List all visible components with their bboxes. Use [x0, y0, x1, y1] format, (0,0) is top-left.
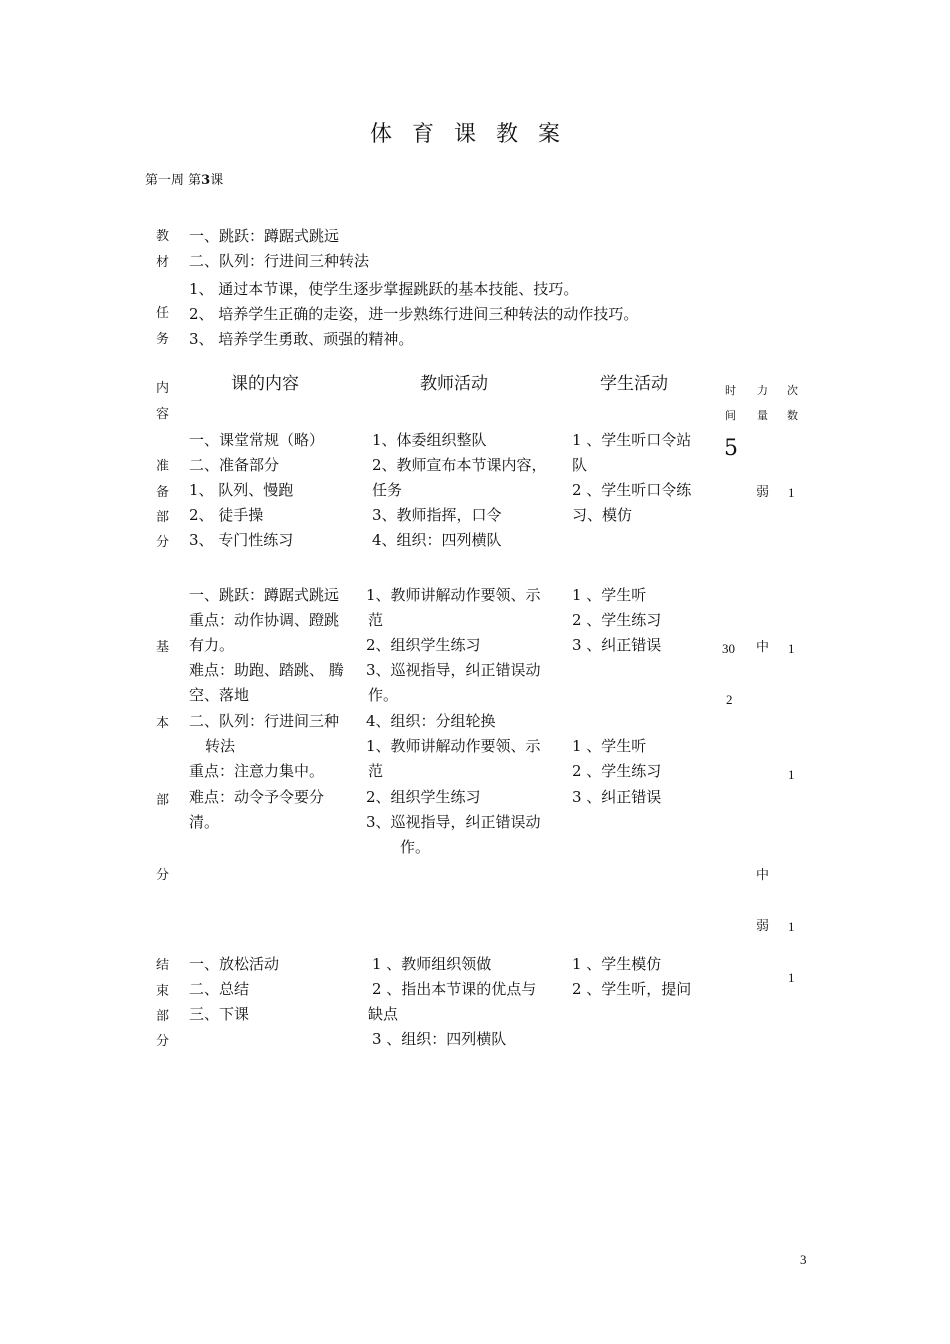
basic-student-b: 2 、学生练习: [572, 762, 662, 780]
end-count: 1: [788, 970, 795, 985]
renwu-item: 2、 培养学生正确的走姿，进一步熟练行进间三种转法的动作技巧。: [189, 305, 639, 323]
basic-teacher: 3、巡视指导，纠正错误动: [366, 813, 541, 831]
jiaocai-label-2: 材: [156, 255, 170, 270]
prep-student: 2 、学生听口令练: [572, 481, 692, 499]
col-teacher-header: 教师活动: [420, 374, 488, 394]
prep-teacher: 3、教师指挥，口令: [372, 506, 502, 524]
end-student: 2 、学生听，提问: [572, 980, 692, 998]
end-content: 三、下课: [189, 1005, 250, 1023]
basic-intensity-c: 弱: [756, 919, 770, 934]
header-info: [145, 174, 223, 187]
prep-teacher: 1、体委组织整队: [372, 431, 487, 449]
basic-time-b: 2: [726, 692, 733, 707]
basic-student-a: 3 、纠正错误: [572, 636, 662, 654]
basic-content: 空、落地: [189, 686, 250, 704]
col-neirong-2: 容: [156, 407, 170, 422]
basic-student-a: 1 、学生听: [572, 586, 647, 604]
end-label: 分: [156, 1034, 170, 1049]
prep-label: 备: [156, 485, 170, 500]
prep-student: 1 、学生听口令站: [572, 431, 692, 449]
basic-time-a: 30: [722, 641, 735, 656]
renwu-label-2: 务: [156, 332, 170, 347]
prep-label: 准: [156, 459, 170, 474]
end-teacher: 2 、指出本节课的优点与: [372, 980, 537, 998]
prep-content: 一、课堂常规（略）: [189, 431, 325, 449]
col-intensity-2: 量: [757, 409, 768, 422]
basic-intensity-b: 中: [756, 868, 770, 883]
basic-student-b: 1 、学生听: [572, 737, 647, 755]
page-title: 体育课教案: [369, 122, 580, 147]
jiaocai-item: 一、跳跃：蹲踞式跳远: [189, 227, 340, 245]
prep-student: 习、模仿: [572, 506, 633, 524]
basic-teacher: 1、教师讲解动作要领、示: [366, 586, 541, 604]
basic-label: 分: [156, 868, 170, 883]
end-label: 束: [156, 984, 170, 999]
basic-teacher: 范: [368, 611, 384, 629]
end-content: 二、总结: [189, 980, 250, 998]
col-content-header: 课的内容: [231, 374, 299, 394]
jiaocai-item: 二、队列：行进间三种转法: [189, 252, 370, 270]
prep-count: 1: [788, 485, 795, 500]
prep-content: 3、 专门性练习: [189, 531, 294, 549]
basic-content: 二、队列：行进间三种: [189, 712, 340, 730]
prep-content: 2、 徒手操: [189, 506, 264, 524]
end-teacher: 缺点: [368, 1005, 399, 1023]
jiaocai-label-1: 教: [156, 229, 170, 244]
basic-count-c: 1: [788, 919, 795, 934]
basic-teacher: 2、组织学生练习: [366, 788, 481, 806]
basic-label: 部: [156, 793, 170, 808]
prep-label: 分: [156, 535, 170, 550]
renwu-item: 3、 培养学生勇敢、顽强的精神。: [189, 330, 414, 348]
basic-student-b: 3 、纠正错误: [572, 788, 662, 806]
col-count-1: 次: [787, 384, 798, 397]
prep-content: 1、 队列、慢跑: [189, 481, 294, 499]
basic-label: 基: [156, 640, 170, 655]
prep-teacher: 2、教师宣布本节课内容，: [372, 456, 547, 474]
col-neirong-1: 内: [156, 381, 170, 396]
basic-student-a: 2 、学生练习: [572, 611, 662, 629]
prep-content: 二、准备部分: [189, 456, 280, 474]
basic-content: 一、跳跃：蹲踞式跳远: [189, 586, 340, 604]
prep-time: 5: [724, 436, 738, 461]
basic-teacher: 3、巡视指导，纠正错误动: [366, 661, 541, 679]
col-count-2: 数: [787, 409, 798, 422]
basic-content: 难点：助跑、踏跳、 腾: [189, 661, 344, 679]
prep-intensity: 弱: [756, 485, 770, 500]
basic-label: 本: [156, 716, 170, 731]
basic-content: 清。: [189, 813, 220, 831]
page-number: 3: [800, 1252, 807, 1267]
basic-teacher: 1、教师讲解动作要领、示: [366, 737, 541, 755]
basic-teacher: 作。: [400, 838, 431, 856]
renwu-label-1: 任: [156, 306, 170, 321]
end-content: 一、放松活动: [189, 955, 280, 973]
lesson-number: 3: [201, 173, 211, 188]
week-label: 第一周 第: [145, 173, 202, 188]
basic-content: 转法: [205, 737, 236, 755]
end-teacher: 1 、教师组织领做: [372, 955, 492, 973]
col-time-2: 间: [725, 409, 736, 422]
end-student: 1 、学生模仿: [572, 955, 662, 973]
prep-student: 队: [572, 456, 588, 474]
basic-count-b: 1: [788, 767, 795, 782]
col-student-header: 学生活动: [600, 374, 668, 394]
lesson-suffix: 课: [210, 173, 224, 188]
end-teacher: 3 、组织：四列横队: [372, 1030, 507, 1048]
basic-teacher: 4、组织：分组轮换: [366, 712, 496, 730]
basic-content: 重点：注意力集中。: [189, 762, 325, 780]
basic-count-a: 1: [788, 641, 795, 656]
renwu-item: 1、 通过本节课，使学生逐步掌握跳跃的基本技能、技巧。: [189, 280, 579, 298]
basic-content: 难点：动令予令要分: [189, 788, 325, 806]
col-time-1: 时: [725, 384, 736, 397]
basic-content: 有力。: [189, 636, 235, 654]
end-label: 结: [156, 958, 170, 973]
end-label: 部: [156, 1009, 170, 1024]
prep-teacher: 任务: [372, 481, 403, 499]
basic-content: 重点：动作协调、蹬跳: [189, 611, 340, 629]
basic-intensity-a: 中: [756, 640, 770, 655]
prep-label: 部: [156, 510, 170, 525]
basic-teacher: 2、组织学生练习: [366, 636, 481, 654]
prep-teacher: 4、组织：四列横队: [372, 531, 502, 549]
col-intensity-1: 力: [757, 384, 768, 397]
basic-teacher: 作。: [368, 686, 399, 704]
basic-teacher: 范: [368, 762, 384, 780]
